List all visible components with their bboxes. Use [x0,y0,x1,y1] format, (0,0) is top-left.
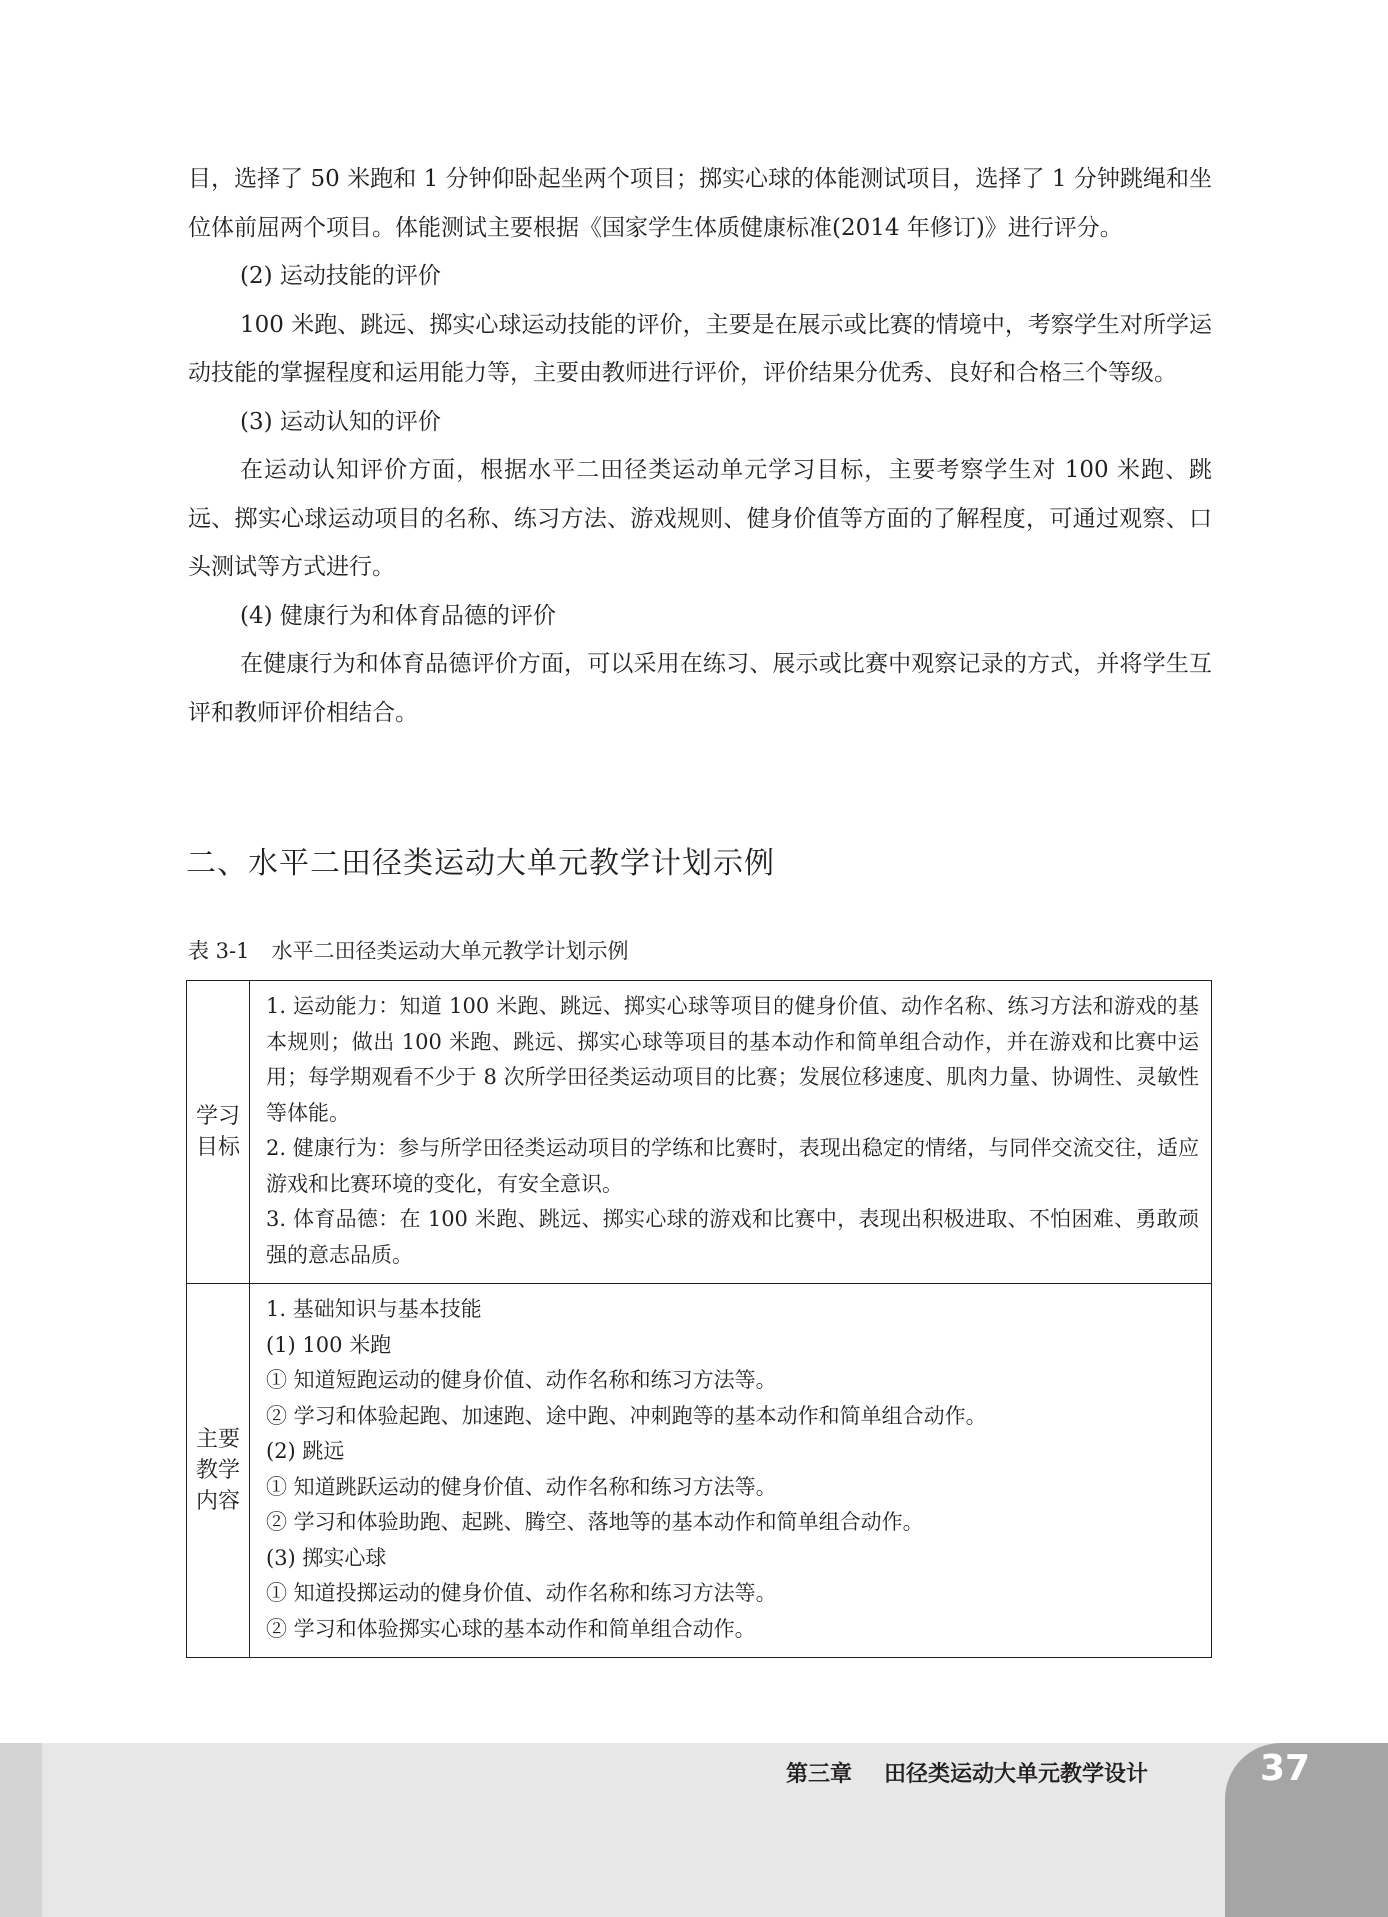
content-line: ① 知道投掷运动的健身价值、动作名称和练习方法等。 [266,1581,777,1605]
content-line: 1. 基础知识与基本技能 [266,1297,482,1321]
chapter-title: 田径类运动大单元教学设计 [883,1762,1148,1787]
footer-bar [0,1743,1388,1917]
table-row-learning-goals [187,981,1212,1284]
content-line: (3) 掷实心球 [266,1545,387,1570]
row-label-main-content [187,1284,250,1658]
table-row-main-content [187,1284,1212,1658]
row-label-line: 目标 [195,1135,240,1160]
row-label-line: 主要 [195,1427,240,1452]
row-label-learning-goals [187,981,250,1284]
teaching-plan-table [186,980,1212,1658]
body-text [188,155,1212,737]
table-caption-title: 水平二田径类运动大单元教学计划示例 [271,939,629,963]
table-caption [188,935,629,965]
paragraph-cognition-evaluation: 在运动认知评价方面，根据水平二田径类运动单元学习目标，主要考察学生对 100 米跑、跳远、掷实心球运动项目的名称、练习方法、游戏规则、健身价值等方面的了解程度，可通过观察、口头测试等方式进行。 [188,457,1212,580]
paragraph-behavior-evaluation: 在健康行为和体育品德评价方面，可以采用在练习、展示或比赛中观察记录的方式，并将学生互评和教师评价相结合。 [188,651,1212,726]
section-title: 二、水平二田径类运动大单元教学计划示例 [186,846,775,881]
content-line: ② 学习和体验掷实心球的基本动作和简单组合动作。 [266,1616,756,1641]
table-caption-number: 表 3-1 [188,939,250,963]
content-line: ② 学习和体验助跑、起跳、腾空、落地等的基本动作和简单组合动作。 [266,1510,924,1534]
subheading-skill-evaluation: (2) 运动技能的评价 [240,263,441,289]
content-line: ① 知道跳跃运动的健身价值、动作名称和练习方法等。 [266,1474,777,1499]
goal-motor-ability: 1. 运动能力：知道 100 米跑、跳远、掷实心球等项目的健身价值、动作名称、练习方法和游戏的基本规则；做出 100 米跑、跳远、掷实心球等项目的基本动作和简单组合动作，并在游戏和比赛中运用；每学期观看不少于 8 次所学田径类运动项目的比赛；发展位移速度、肌肉力量、协调性、灵敏性等体能。 [266,994,1199,1125]
page-number: 37 [1259,1748,1311,1789]
chapter-label [786,1757,1148,1788]
paragraph-skill-evaluation: 100 米跑、跳远、掷实心球运动技能的评价，主要是在展示或比赛的情境中，考察学生对所学运动技能的掌握程度和运用能力等，主要由教师进行评价，评价结果分优秀、良好和合格三个等级。 [188,311,1212,386]
row-label-line: 教学 [195,1458,240,1483]
row-label-line: 内容 [195,1489,240,1514]
goal-health-behavior: 2. 健康行为：参与所学田径类运动项目的学练和比赛时，表现出稳定的情绪，与同伴交流交往，适应游戏和比赛环境的变化，有安全意识。 [266,1136,1199,1196]
subheading-cognition-evaluation: (3) 运动认知的评价 [240,408,441,435]
content-line: (1) 100 米跑 [266,1332,392,1357]
row-content-main-content [250,1284,1212,1658]
content-line: (2) 跳远 [266,1439,345,1463]
goal-sports-morality: 3. 体育品德：在 100 米跑、跳远、掷实心球的游戏和比赛中，表现出积极进取、不怕困难、勇敢顽强的意志品质。 [266,1207,1199,1267]
row-content-learning-goals [250,981,1212,1284]
subheading-behavior-evaluation: (4) 健康行为和体育品德的评价 [240,602,556,629]
paragraph-intro: 目，选择了 50 米跑和 1 分钟仰卧起坐两个项目；掷实心球的体能测试项目，选择了 1 分钟跳绳和坐位体前屈两个项目。体能测试主要根据《国家学生体质健康标准(2014 年修订)》进行评分。 [188,166,1212,241]
row-label-line: 学习 [195,1104,240,1129]
footer-edge-strip [0,1743,42,1917]
chapter-number: 第三章 [785,1762,852,1787]
content-line: ① 知道短跑运动的健身价值、动作名称和练习方法等。 [266,1368,777,1392]
content-line: ② 学习和体验起跑、加速跑、途中跑、冲刺跑等的基本动作和简单组合动作。 [266,1403,987,1428]
